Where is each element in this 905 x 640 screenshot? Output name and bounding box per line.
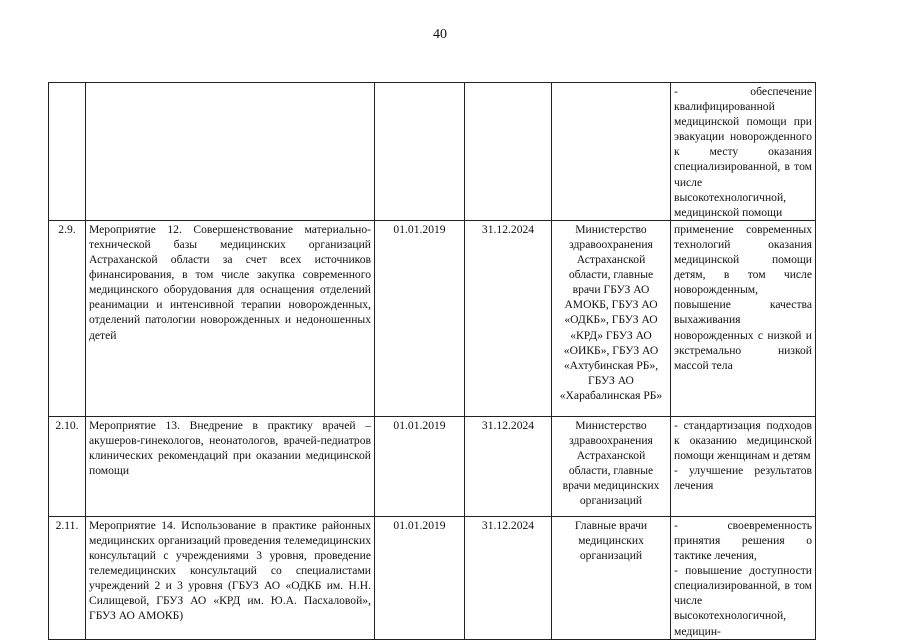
row-number-cell: 2.10. (49, 416, 86, 516)
end-date-cell: 31.12.2024 (465, 220, 552, 416)
table-row (49, 516, 816, 639)
start-date-cell: 01.01.2019 (375, 220, 465, 416)
start-date-cell: 01.01.2019 (375, 416, 465, 516)
event-description-cell (86, 83, 375, 221)
row-number-cell: 2.9. (49, 220, 86, 416)
event-description-cell: Мероприятие 13. Внедрение в практику врачей – акушеров-гинекологов, неонатологов, врачей-педиатров клинических рекомендаций при оказании медицинской помощи (86, 416, 375, 516)
end-date-cell (465, 83, 552, 221)
table-row (49, 83, 816, 221)
event-description-cell: Мероприятие 12. Совершенствование материально-технической базы медицинских организаций Астраханской области за счет всех источников финансирования, в том числе закупка современного медицинского оборудования для оснащения отделений реанимации и интенсивной терапии новорожденных, отделений патологии новорожденных и недоношенных детей (86, 220, 375, 416)
page-number: 40 (433, 27, 447, 42)
result-line: - стандартизация подходов к оказанию медицинской помощи женщинам и детям (674, 418, 812, 463)
result-line: - обеспечение квалифицированной медицинской помощи при эвакуации новорожденного к месту оказания специализированной, в том числе высокотехнологичной, медицинской помощи (674, 85, 812, 219)
end-date-cell: 31.12.2024 (465, 516, 552, 639)
end-date-cell: 31.12.2024 (465, 416, 552, 516)
result-line: - своевременность принятия решения о тактике лечения, (674, 518, 812, 563)
start-date-cell (375, 83, 465, 221)
result-line: применение современных технологий оказания медицинской помощи детям, в том числе новорожденным, повышение качества выхаживания новорожденных с низкой и экстремально низкой массой тела (674, 222, 812, 372)
table-row (49, 220, 816, 416)
result-line: - повышение доступности специализированной, в том числе высокотехнологичной, медицин- (674, 564, 812, 638)
result-line: - улучшение результатов лечения (674, 464, 812, 493)
executor-cell (552, 83, 671, 221)
table-row (49, 416, 816, 516)
row-number-cell (49, 83, 86, 221)
expected-result-cell (671, 83, 816, 221)
start-date-cell: 01.01.2019 (375, 516, 465, 639)
expected-result-cell (671, 220, 816, 416)
executor-cell: Министерство здравоохранения Астраханской области, главные врачи медицинских организаций (552, 416, 671, 516)
executor-cell: Главные врачи медицинских организаций (552, 516, 671, 639)
plan-table (48, 82, 816, 640)
plan-table-body (49, 83, 816, 640)
executor-cell: Министерство здравоохранения Астраханской области, главные врачи ГБУЗ АО АМОКБ, ГБУЗ АО «ОДКБ», ГБУЗ АО «КРД» ГБУЗ АО «ОИКБ», ГБУЗ АО «Ахтубинская РБ», ГБУЗ АО «Харабалинская РБ» (552, 220, 671, 416)
expected-result-cell (671, 416, 816, 516)
row-number-cell: 2.11. (49, 516, 86, 639)
expected-result-cell (671, 516, 816, 639)
event-description-cell: Мероприятие 14. Использование в практике районных медицинских организаций проведения телемедицинских консультаций с учреждениями 3 уровня, проведение телемедицинских консультаций со специалистами учреждений 2 и 3 уровня (ГБУЗ АО «ОДКБ им. Н.Н. Силищевой, ГБУЗ АО «КРД им. Ю.А. Пасхаловой», ГБУЗ АО АМОКБ) (86, 516, 375, 639)
